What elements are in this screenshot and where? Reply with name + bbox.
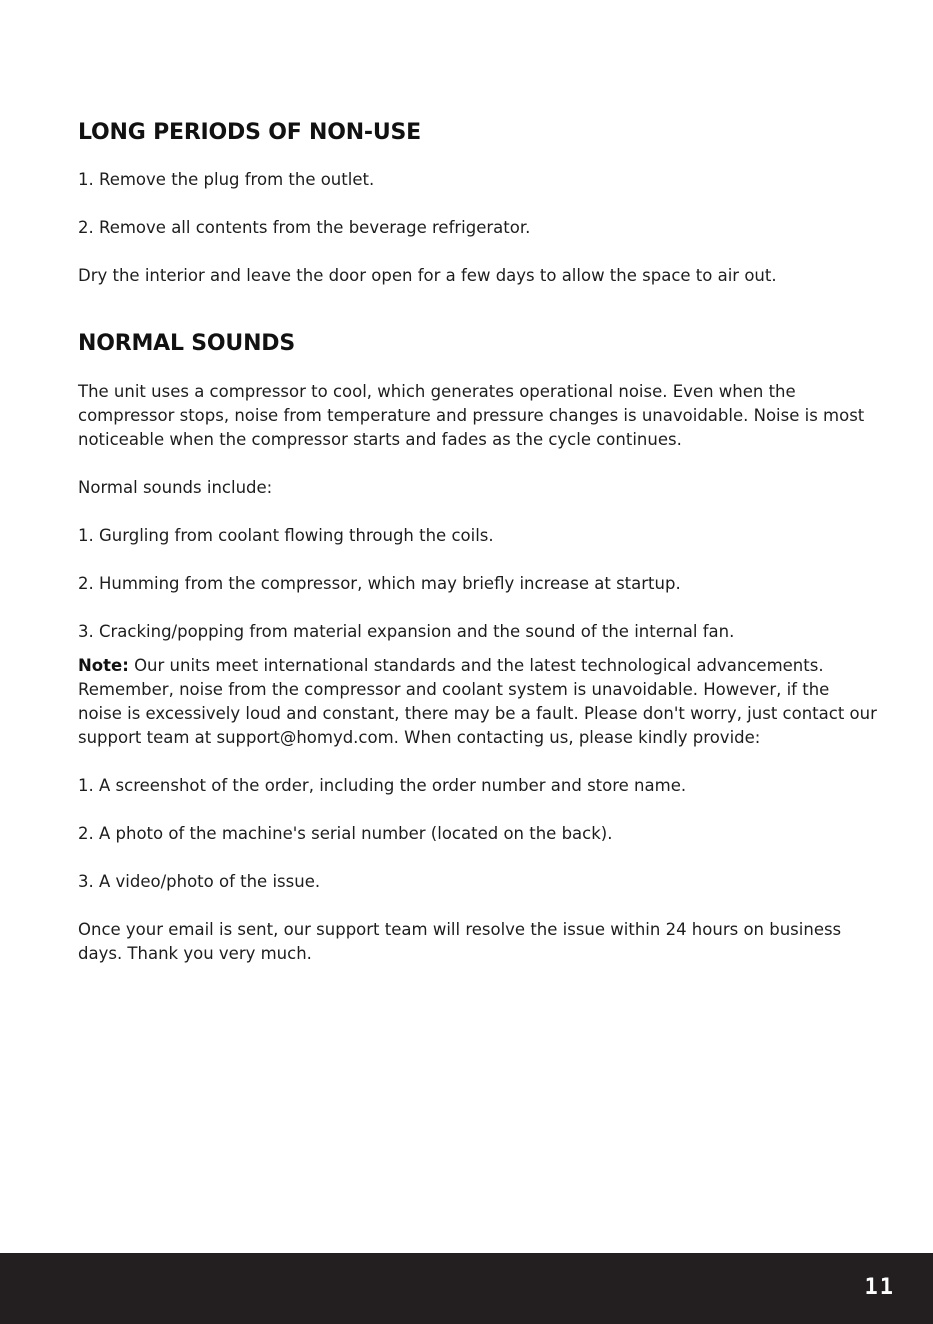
provide-item-2: 2. A photo of the machine's serial number (located on the back). [78,824,613,843]
note-label: Note: [78,656,129,675]
sounds-item-3: 3. Cracking/popping from material expansion and the sound of the internal fan. [78,622,735,641]
sounds-list-intro: Normal sounds include: [78,478,273,497]
note-text: Our units meet international standards and the latest technological advancements. Remember, noise from the compressor and coolant system is unavoidable. However, if the noise is excessively loud and constant, there may be a fault. Please don't worry, just contact our support team at support@homyd.com. When contacting us, please kindly provide: [78,656,877,747]
sounds-item-2: 2. Humming from the compressor, which may briefly increase at startup. [78,574,681,593]
sounds-intro: The unit uses a compressor to cool, which generates operational noise. Even when the compressor stops, noise from temperature and pressure changes is unavoidable. Noise is most noticeable when the compressor starts and fades as the cycle continues. [78,382,865,449]
page-footer-bar [0,1253,933,1324]
page-number: 11 [864,1275,895,1300]
section-title-normal-sounds: NORMAL SOUNDS [78,331,295,356]
note-paragraph [78,654,878,750]
sounds-item-1: 1. Gurgling from coolant flowing through the coils. [78,526,494,545]
support-closing: Once your email is sent, our support team will resolve the issue within 24 hours on business days. Thank you very much. [78,920,842,963]
non-use-step-1: 1. Remove the plug from the outlet. [78,170,375,189]
non-use-step-2: 2. Remove all contents from the beverage refrigerator. [78,218,531,237]
provide-item-3: 3. A video/photo of the issue. [78,872,321,891]
page-content [78,114,878,966]
non-use-closing: Dry the interior and leave the door open for a few days to allow the space to air out. [78,266,777,285]
provide-item-1: 1. A screenshot of the order, including the order number and store name. [78,776,687,795]
section-title-non-use: LONG PERIODS OF NON-USE [78,120,421,145]
